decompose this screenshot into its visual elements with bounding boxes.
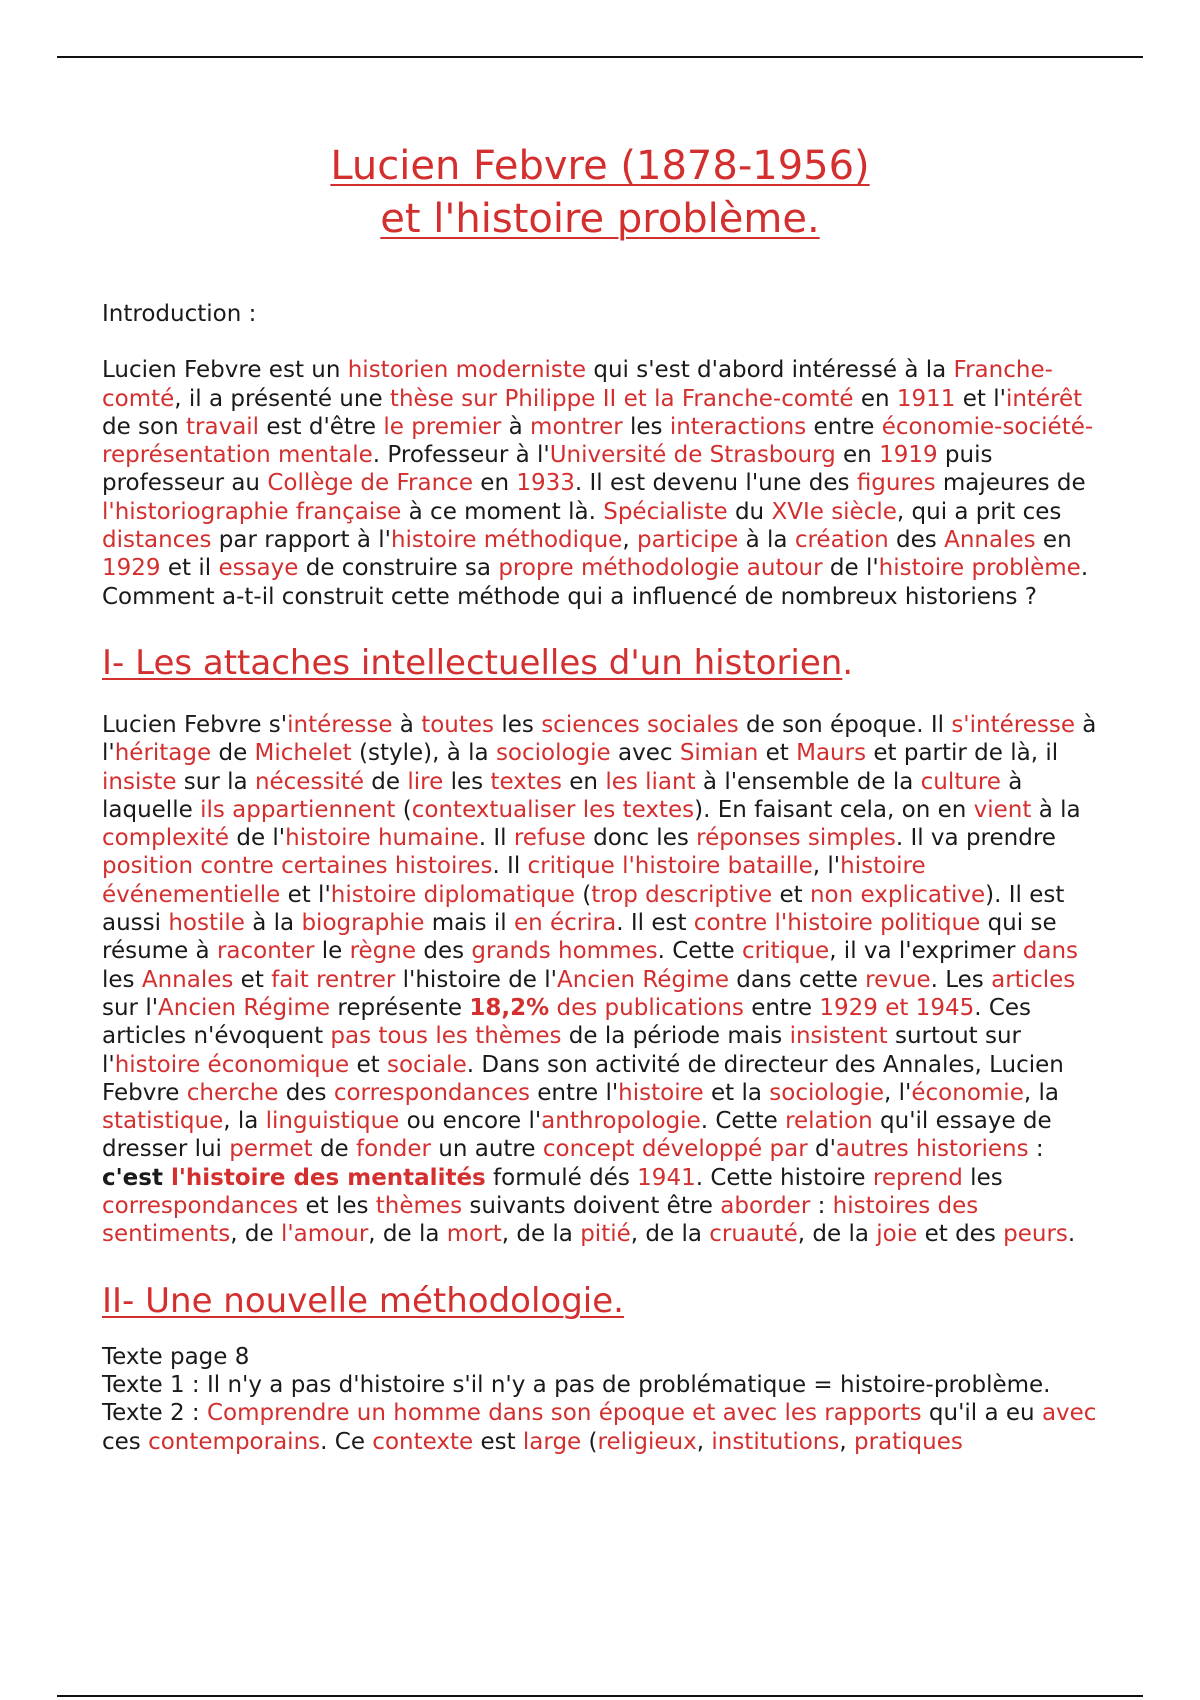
highlight-text: Franche-comté [102,357,1053,412]
body-text: mais il [424,910,514,937]
body-text: . Ces articles n'évoquent [102,994,1032,1050]
highlight-text: mort [446,1221,502,1248]
highlight-text: en écrira [513,910,617,937]
body-text: , il va l'exprimer [829,938,1023,965]
highlight-text: intéresse [287,711,393,738]
highlight-text: histoire méthodique [390,527,623,554]
body-text: . [1067,1221,1076,1248]
body-text: , l' [812,853,841,880]
body-text: ). Il est aussi [102,881,1065,937]
body-text: . Il est [616,910,694,937]
highlight-text: avec [1041,1400,1097,1427]
highlight-text: règne [349,938,417,965]
highlight-text: histoire humaine [285,825,479,852]
body-text: donc les [585,825,697,852]
body-text: , la [223,1108,266,1135]
highlight-text: XVIe siècle [771,498,897,525]
body-text: en [472,470,517,497]
body-text: de construire sa [298,555,499,582]
highlight-text: Spécialiste [603,498,728,525]
highlight-text: 1919 [879,442,938,469]
body-text: , la [1023,1079,1059,1106]
highlight-text: anthropologie [541,1108,701,1135]
body-text: , [696,1428,712,1455]
highlight-text: contre l'histoire politique [693,910,981,937]
body-text: Lucien Febvre est un [102,357,348,384]
highlight-text: héritage [114,740,212,767]
body-text: : [1028,1136,1044,1163]
texte-page: Texte page 8 [102,1343,250,1370]
body-text: est [473,1428,523,1455]
intro-label: Introduction : [102,301,257,327]
highlight-text: vient [973,796,1032,823]
body-text: représente [330,994,470,1021]
highlight-text: statistique [102,1108,224,1135]
body-text: ( [581,1428,598,1455]
highlight-text: biographie [301,910,425,937]
body-text: et [349,1051,387,1078]
body-text: de [364,768,408,795]
highlight-text: contexte [372,1428,474,1455]
highlight-text: culture [920,768,1001,795]
highlight-text: revue [865,966,931,993]
highlight-text: ils appartiennent [200,796,396,823]
body-text: à ce moment là. [401,498,604,525]
body-text: en [1035,527,1072,554]
section-1-paragraph [102,711,1102,1249]
highlight-text: création [794,527,889,554]
body-text: . Cette [657,938,742,965]
body-text: ( [395,796,412,823]
highlight-text: Comprendre un homme dans son époque et avec les rapports [206,1400,922,1427]
body-text: et [233,966,272,993]
body-text: ( [574,881,592,908]
highlight-text: l'histoire des mentalités [170,1164,486,1191]
highlight-text: trop descriptive [591,881,773,908]
highlight-text: histoire événementielle [102,853,926,908]
body-text: qui se résume à [102,910,1057,965]
body-text: de son [102,413,187,440]
highlight-text: insiste [102,768,177,795]
body-text: . Il [492,853,528,880]
body-text: . Cette histoire [695,1164,873,1191]
highlight-text: distances [102,527,212,554]
highlight-text: thèmes [375,1193,463,1220]
body-text: de son époque. Il [738,711,952,738]
body-text: à la [738,527,795,554]
body-text: . Il [478,825,514,852]
body-text: à l' [102,711,1097,767]
body-text: et partir de là, il [866,740,1059,767]
body-text: les [102,966,142,993]
highlight-text: lire [407,768,444,795]
body-text: , [839,1428,854,1455]
top-rule [57,56,1143,58]
body-text: , [622,527,637,554]
highlight-text: nécessité [254,768,364,795]
body-text: qu'il essaye de dresser lui [102,1108,1052,1163]
body-text: de l' [229,825,286,852]
highlight-text: refuse [513,825,586,852]
body-text: , de la [501,1221,581,1248]
highlight-text: sciences sociales [541,711,739,738]
highlight-text: peurs [1003,1221,1068,1248]
body-text: à [392,711,422,738]
highlight-text: contextualiser les textes [411,796,695,823]
body-text: sur la [176,768,255,795]
highlight-text: Simian [679,740,759,767]
highlight-text: Ancien Régime [556,966,729,993]
body-text: . Ce [320,1428,373,1455]
highlight-text: permet [229,1136,313,1163]
highlight-text: aborder [720,1193,811,1220]
body-text: . [1080,555,1089,582]
highlight-text: 1929 [102,555,161,582]
intro-paragraph [102,356,1102,582]
highlight-text: historien moderniste [347,357,587,384]
body-text: Lucien Febvre s' [102,711,288,738]
body-text: de [312,1136,357,1163]
body-text: d' [807,1136,836,1163]
highlight-text: économie-société-représentation mentale [102,413,1094,469]
highlight-text: Annales [944,527,1036,554]
body-text: , il a présenté une [174,385,390,412]
highlight-text: le premier [383,413,502,440]
body-text: puis professeur au [102,442,993,497]
highlight-text: relation [785,1108,873,1135]
body-text: à [501,413,531,440]
highlight-text: histoire économique [114,1051,350,1078]
highlight-text: des publications [549,994,744,1021]
body-text: . Il est devenu l'une des [574,470,857,497]
highlight-text: complexité [102,825,230,852]
body-text: , l' [884,1079,912,1106]
body-text: et des [917,1221,1004,1248]
body-text: majeures de [935,470,1086,497]
highlight-text: sociologie [495,740,611,767]
body-text: Texte 2 : [102,1400,207,1427]
body-text: : [810,1193,833,1220]
highlight-text: propre méthodologie autour [498,555,823,582]
body-text: entre l' [529,1079,619,1106]
body-text: dans cette [729,966,866,993]
highlight-text: Collège de France [267,470,473,497]
body-text: . Dans son activité de directeur des Annales, Lucien Febvre [102,1051,1064,1106]
body-text: . Cette [700,1108,786,1135]
highlight-text: insistent [789,1023,888,1050]
highlight-text: l'amour [280,1221,369,1248]
body-text: entre [806,413,882,440]
body-text: entre [743,994,820,1021]
highlight-text: réponses simples [696,825,896,852]
highlight-text: dans [1022,938,1079,965]
highlight-text: religieux [597,1428,697,1455]
highlight-text: non explicative [809,881,986,908]
body-text: en [561,768,606,795]
body-text: à la [1031,796,1081,823]
body-text: et la [703,1079,770,1106]
body-text: de l' [822,555,879,582]
intro-question: Comment a-t-il construit cette méthode qui a influencé de nombreux historiens ? [102,583,1038,610]
title-line-1: Lucien Febvre (1878-1956) [330,143,870,189]
highlight-text: Michelet [254,740,352,767]
body-text: de la période mais [561,1023,790,1050]
body-text: en [835,442,880,469]
body-text: et l' [280,881,331,908]
highlight-text: 18,2% [469,994,550,1021]
highlight-text: intérêt [1005,385,1083,412]
highlight-text: 1933 [516,470,575,497]
highlight-text: économie [911,1079,1024,1106]
highlight-text: 1929 et 1945 [819,994,975,1021]
texte-1: Texte 1 : Il n'y a pas d'histoire s'il n'y a pas de problématique = histoire-problème. [102,1371,1051,1398]
highlight-text: toutes [421,711,495,738]
highlight-text: critique [741,938,830,965]
highlight-text: sociale [387,1051,467,1078]
highlight-text: linguistique [265,1108,400,1135]
body-text: est d'être [259,413,384,440]
body-text: l'histoire de l' [395,966,557,993]
body-text: c'est [102,1164,171,1191]
section-1-heading-text: I- Les attaches intellectuelles d'un historien [102,642,843,683]
highlight-text: Ancien Régime [158,994,331,1021]
title-line-2: et l'histoire problème. [380,196,820,242]
highlight-text: pratiques [853,1428,963,1455]
highlight-text: correspondances [333,1079,530,1106]
body-text: formulé dés [485,1164,638,1191]
highlight-text: raconter [216,938,315,965]
body-text: surtout sur l' [102,1023,1022,1078]
highlight-text: montrer [530,413,623,440]
body-text: avec [610,740,680,767]
body-text: . Il va prendre [895,825,1056,852]
body-text: ces [102,1428,149,1455]
section-1-heading-suffix: . [842,642,854,683]
highlight-text: large [522,1428,582,1455]
highlight-text: interactions [669,413,807,440]
body-text: suivants doivent être [462,1193,721,1220]
highlight-text: concept développé par [542,1136,808,1163]
body-text: , qui a prit ces [896,498,1062,525]
body-text: à la [244,910,302,937]
body-text: du [727,498,772,525]
body-text: des [278,1079,334,1106]
highlight-text: Maurs [796,740,867,767]
highlight-text: grands hommes [471,938,658,965]
body-text: et il [160,555,219,582]
highlight-text: 1911 [896,385,956,412]
highlight-text: les liant [605,768,696,795]
body-text: . Professeur à l' [372,442,550,469]
highlight-text: Université de Strasbourg [549,442,836,469]
body-text: et [772,881,810,908]
body-text: à laquelle [102,768,1023,823]
highlight-text: fonder [356,1136,431,1163]
document-body [102,300,1102,1456]
body-text: et [758,740,797,767]
highlight-text: participe [636,527,739,554]
highlight-text: cherche [186,1079,279,1106]
body-text: , de la [797,1221,877,1248]
highlight-text: Annales [141,966,234,993]
body-text: un autre [430,1136,543,1163]
body-text: les [443,768,491,795]
highlight-text: 1941 [637,1164,696,1191]
body-text: le [314,938,350,965]
body-text: en [853,385,897,412]
highlight-text: pitié [580,1221,631,1248]
highlight-text: essaye [218,555,299,582]
body-text: des [888,527,945,554]
body-text: les [622,413,670,440]
highlight-text: s'intéresse [951,711,1075,738]
highlight-text: institutions [711,1428,840,1455]
section-2-heading-text: II- Une nouvelle méthodologie. [102,1280,624,1321]
highlight-text: articles [991,966,1076,993]
section-2-heading [102,1279,1102,1323]
body-text: . Les [930,966,992,993]
highlight-text: thèse sur Philippe II et la Franche-comté [389,385,854,412]
body-text: les [494,711,542,738]
body-text: les [962,1164,1003,1191]
highlight-text: histoire problème [878,555,1081,582]
highlight-text: sociologie [769,1079,885,1106]
body-text: par rapport à l' [211,527,391,554]
highlight-text: joie [876,1221,918,1248]
body-text: ou encore l' [399,1108,542,1135]
body-text: et l' [955,385,1006,412]
body-text: à l'ensemble de la [695,768,921,795]
body-text: qu'il a eu [921,1400,1042,1427]
body-text: des [416,938,472,965]
texte-2 [102,1399,1102,1456]
highlight-text: histoire [618,1079,704,1106]
highlight-text: hostile [168,910,245,937]
highlight-text: l'historiographie française [102,498,402,525]
highlight-text: position contre certaines histoires [102,853,493,880]
highlight-text: figures [856,470,936,497]
body-text: et les [298,1193,376,1220]
highlight-text: critique l'histoire bataille [527,853,813,880]
highlight-text: reprend [872,1164,963,1191]
highlight-text: contemporains [148,1428,321,1455]
bottom-rule [57,1695,1143,1697]
body-text: , de [230,1221,281,1248]
body-text: de [211,740,255,767]
body-text: (style), à la [351,740,496,767]
body-text: sur l' [102,994,159,1021]
body-text: , de la [630,1221,710,1248]
body-text: , de la [368,1221,447,1248]
highlight-text: cruauté [709,1221,798,1248]
highlight-text: histoire diplomatique [330,881,575,908]
body-text: qui s'est d'abord intéressé à la [586,357,954,384]
highlight-text: correspondances [102,1193,299,1220]
highlight-text: histoires des sentiments [102,1193,979,1248]
body-text: ). En faisant cela, on en [694,796,974,823]
highlight-text: travail [186,413,260,440]
page-title [0,140,1200,246]
highlight-text: pas tous les thèmes [330,1023,562,1050]
highlight-text: textes [490,768,562,795]
highlight-text: fait rentrer [271,966,396,993]
highlight-text: autres historiens [835,1136,1029,1163]
section-1-heading [102,641,1102,685]
